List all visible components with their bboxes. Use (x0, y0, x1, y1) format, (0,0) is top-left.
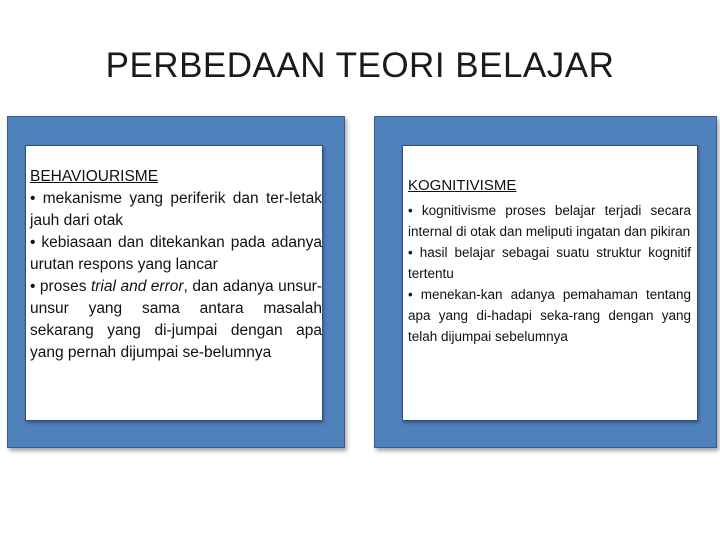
kognitivisme-bullet: • kognitivisme proses belajar terjadi secara internal di otak dan meliputi ingatan dan pikiran (408, 203, 691, 239)
kognitivisme-panel (374, 116, 717, 448)
behaviourisme-text (30, 188, 322, 364)
bullet-prefix: • proses (30, 278, 91, 295)
behaviourisme-card (25, 145, 323, 421)
slide-title: PERBEDAAN TEORI BELAJAR (105, 46, 615, 85)
kognitivisme-heading: KOGNITIVISME (408, 177, 517, 194)
behaviourisme-heading: BEHAVIOURISME (30, 168, 159, 185)
kognitivisme-bullet: • hasil belajar sebagai suatu struktur kognitif tertentu (408, 245, 691, 281)
behaviourisme-panel (7, 116, 345, 448)
behaviourisme-bullet (30, 276, 322, 364)
kognitivisme-card (402, 145, 698, 421)
kognitivisme-bullet: • menekan-kan adanya pemahaman tentang apa yang di-hadapi seka-rang dengan yang telah dijumpai sebelumnya (408, 287, 691, 344)
bullet-suffix: , dan adanya unsur-unsur yang sama antara masalah sekarang yang di-jumpai dengan apa yang pernah dijumpai se-belumnya (30, 278, 323, 361)
bullet-italic-term: trial and error (90, 278, 184, 295)
kognitivisme-text (408, 200, 691, 347)
behaviourisme-bullet: • kebiasaan dan ditekankan pada adanya urutan respons yang lancar (30, 234, 322, 273)
behaviourisme-bullet: • mekanisme yang periferik dan ter-letak jauh dari otak (30, 190, 322, 229)
